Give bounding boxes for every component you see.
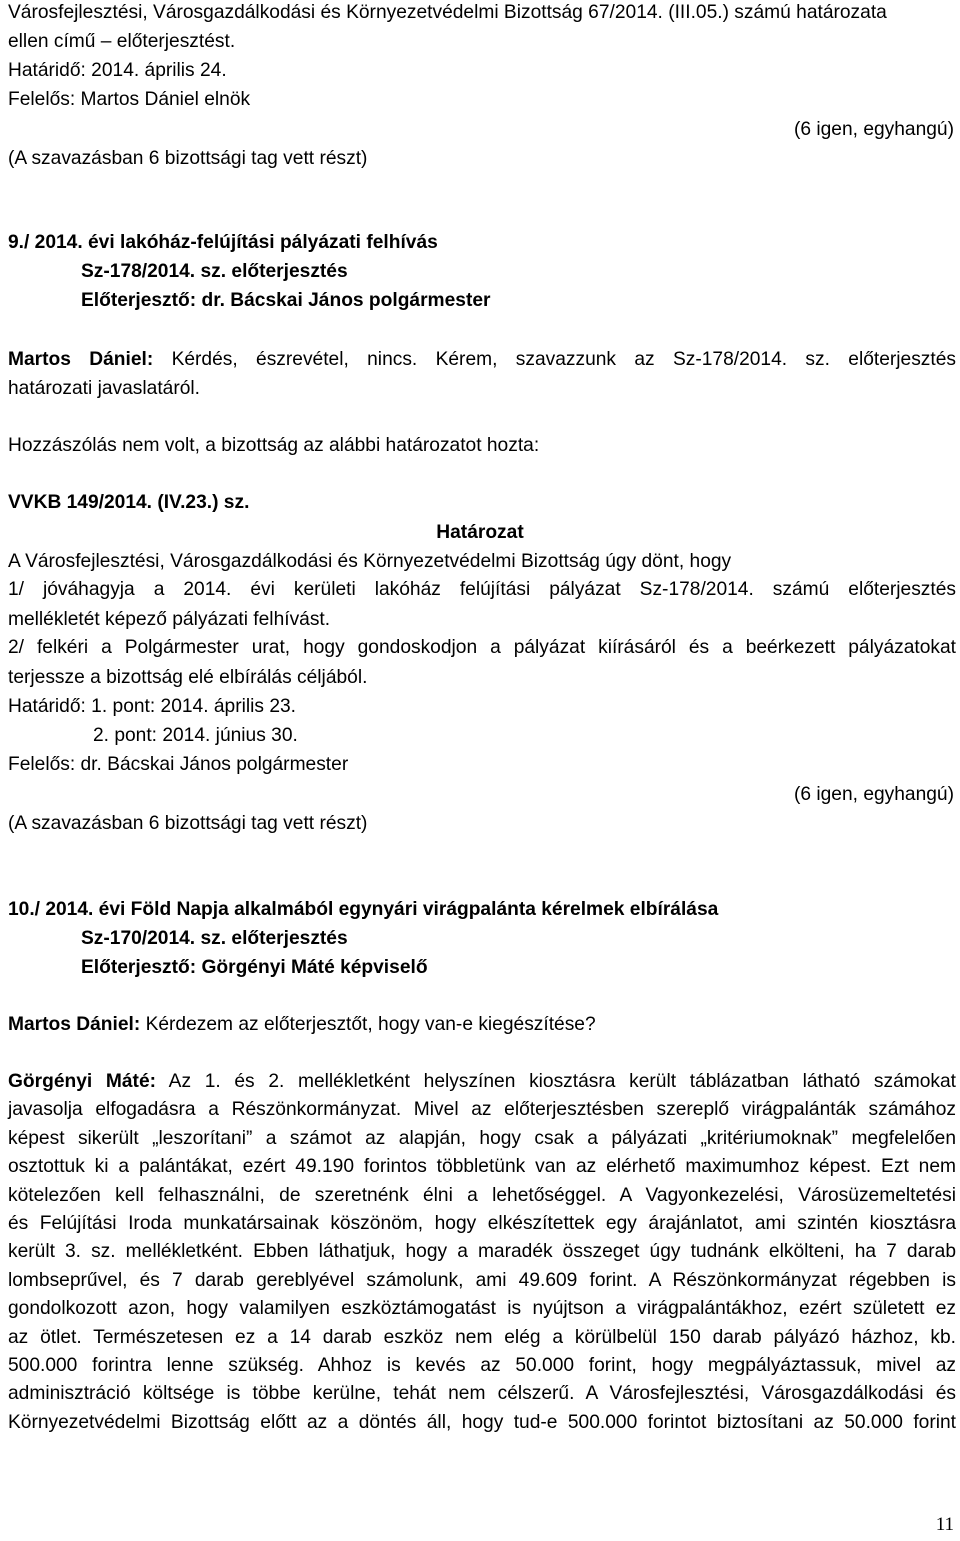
- item9-speech-line-1: [8, 346, 956, 374]
- item9-vote-result: (6 igen, egyhangú): [793, 784, 954, 805]
- top-deadline: Határidő: 2014. április 24.: [8, 60, 227, 81]
- page-number: 11: [935, 1514, 954, 1535]
- decision-point-1-line-2: mellékletét képező pályázati felhívást.: [8, 609, 331, 630]
- item9-attendance: (A szavazásban 6 bizottsági tag vett részt): [8, 813, 368, 834]
- top-vote-result: (6 igen, egyhangú): [793, 119, 954, 140]
- decision-number: VVKB 149/2014. (IV.23.) sz.: [8, 492, 250, 513]
- top-line-2: ellen című – előterjesztést.: [8, 31, 236, 52]
- speaker-name: Görgényi Máté:: [8, 1071, 157, 1092]
- speaker-name: Martos Dániel:: [8, 1014, 141, 1035]
- paragraph-line: [8, 1068, 956, 1096]
- paragraph-line: Környezetvédelmi Bizottság előtt az a döntés áll, hogy tud-e 500.000 forintot biztosítani az 50.000 forint: [8, 1411, 956, 1433]
- item9-presenter: Előterjesztő: dr. Bácskai János polgármester: [81, 290, 491, 311]
- paragraph-line: 500.000 forintra lenne szükség. Ahhoz is kevés az 50.000 forint, hogy megpályáztassuk, mivel az: [8, 1355, 956, 1377]
- paragraph-line: osztottuk ki a palántákat, ezért 49.190 forintos többletünk van az elérhető maximumhoz képest. Ezt nem: [8, 1156, 956, 1178]
- item9-title: 9./ 2014. évi lakóház-felújítási pályázati felhívás: [8, 232, 438, 253]
- paragraph-line: képest sikerült „leszorítani” a számot az alapján, hogy csak a pályázati „kritériumoknak” megfelelően: [8, 1127, 956, 1149]
- item9-no-comment: Hozzászólás nem volt, a bizottság az alábbi határozatot hozta:: [8, 435, 540, 456]
- item10-presenter: Előterjesztő: Görgényi Máté képviselő: [81, 957, 428, 978]
- top-line-1: Városfejlesztési, Városgazdálkodási és Környezetvédelmi Bizottság 67/2014. (III.05.) számú határozata: [8, 2, 887, 23]
- decision-deadline-2: 2. pont: 2014. június 30.: [93, 725, 298, 746]
- paragraph-line: gondolkozott azon, hogy valamilyen eszköztámogatást is nyújtson a virágpalántákhoz, ezért született ez: [8, 1298, 956, 1320]
- paragraph-line: adminisztráció költsége is többe kerülne, tehát nem célszerű. A Városfejlesztési, Városgazdálkodási és: [8, 1383, 956, 1405]
- paragraph-line: és Felújítási Iroda munkatársainak köszönöm, hogy elkészítettek egy árajánlatot, ami szintén kiosztásra: [8, 1213, 956, 1235]
- decision-intro: A Városfejlesztési, Városgazdálkodási és Környezetvédelmi Bizottság úgy dönt, hogy: [8, 551, 732, 572]
- paragraph-line: az ötlet. Természetesen ez a 14 darab eszköz nem elég a körülbelül 150 darab pályázó házhoz, kb.: [8, 1326, 956, 1348]
- speaker-name: Martos Dániel:: [8, 349, 154, 370]
- item9-speech-line-2: határozati javaslatáról.: [8, 378, 200, 399]
- item9-reference: Sz-178/2014. sz. előterjesztés: [81, 261, 348, 282]
- top-responsible: Felelős: Martos Dániel elnök: [8, 89, 251, 110]
- paragraph-line: került 3. sz. mellékletként. Ebben láthatjuk, hogy a maradék összeget úgy tudnánk elkölteni, ha 7 darab: [8, 1241, 956, 1263]
- decision-responsible: Felelős: dr. Bácskai János polgármester: [8, 754, 349, 775]
- decision-heading: Határozat: [436, 522, 524, 543]
- item10-title: 10./ 2014. évi Föld Napja alkalmából egynyári virágpalánta kérelmek elbírálása: [8, 899, 719, 920]
- top-attendance: (A szavazásban 6 bizottsági tag vett részt): [8, 148, 368, 169]
- line-text: Az 1. és 2. mellékletként helyszínen kiosztásra került táblázatban látható számokat: [168, 1071, 956, 1092]
- item10-question: [8, 1014, 596, 1036]
- paragraph-line: kötelezően kell felhasználni, de szeretnénk élni a lehetőséggel. A Vagyonkezelési, Városüzemeltetési: [8, 1184, 956, 1206]
- decision-deadline-1: Határidő: 1. pont: 2014. április 23.: [8, 696, 296, 717]
- item10-reference: Sz-170/2014. sz. előterjesztés: [81, 928, 348, 949]
- decision-point-2-line-1: 2/ felkéri a Polgármester urat, hogy gondoskodjon a pályázat kiírásáról és a beérkezett pályázatokat: [8, 637, 956, 658]
- paragraph-line: lombseprűvel, és 7 darab gereblyével számolunk, ami 49.609 forint. A Részönkormányzat régebben is: [8, 1269, 956, 1291]
- speech-text: Kérdezem az előterjesztőt, hogy van-e kiegészítése?: [145, 1014, 596, 1035]
- decision-point-2-line-2: terjessze a bizottság elé elbírálás céljából.: [8, 667, 368, 688]
- decision-point-1-line-1: 1/ jóváhagyja a 2014. évi kerületi lakóház felújítási pályázat Sz-178/2014. számú előterjesztés: [8, 579, 956, 600]
- paragraph-line: javasolja elfogadásra a Részönkormányzat. Mivel az előterjesztésben szereplő virágpalánták számához: [8, 1099, 956, 1121]
- speech-text: Kérdés, észrevétel, nincs. Kérem, szavazzunk az Sz-178/2014. sz. előterjesztés: [171, 349, 956, 370]
- item10-answer-paragraph: [8, 1068, 956, 1437]
